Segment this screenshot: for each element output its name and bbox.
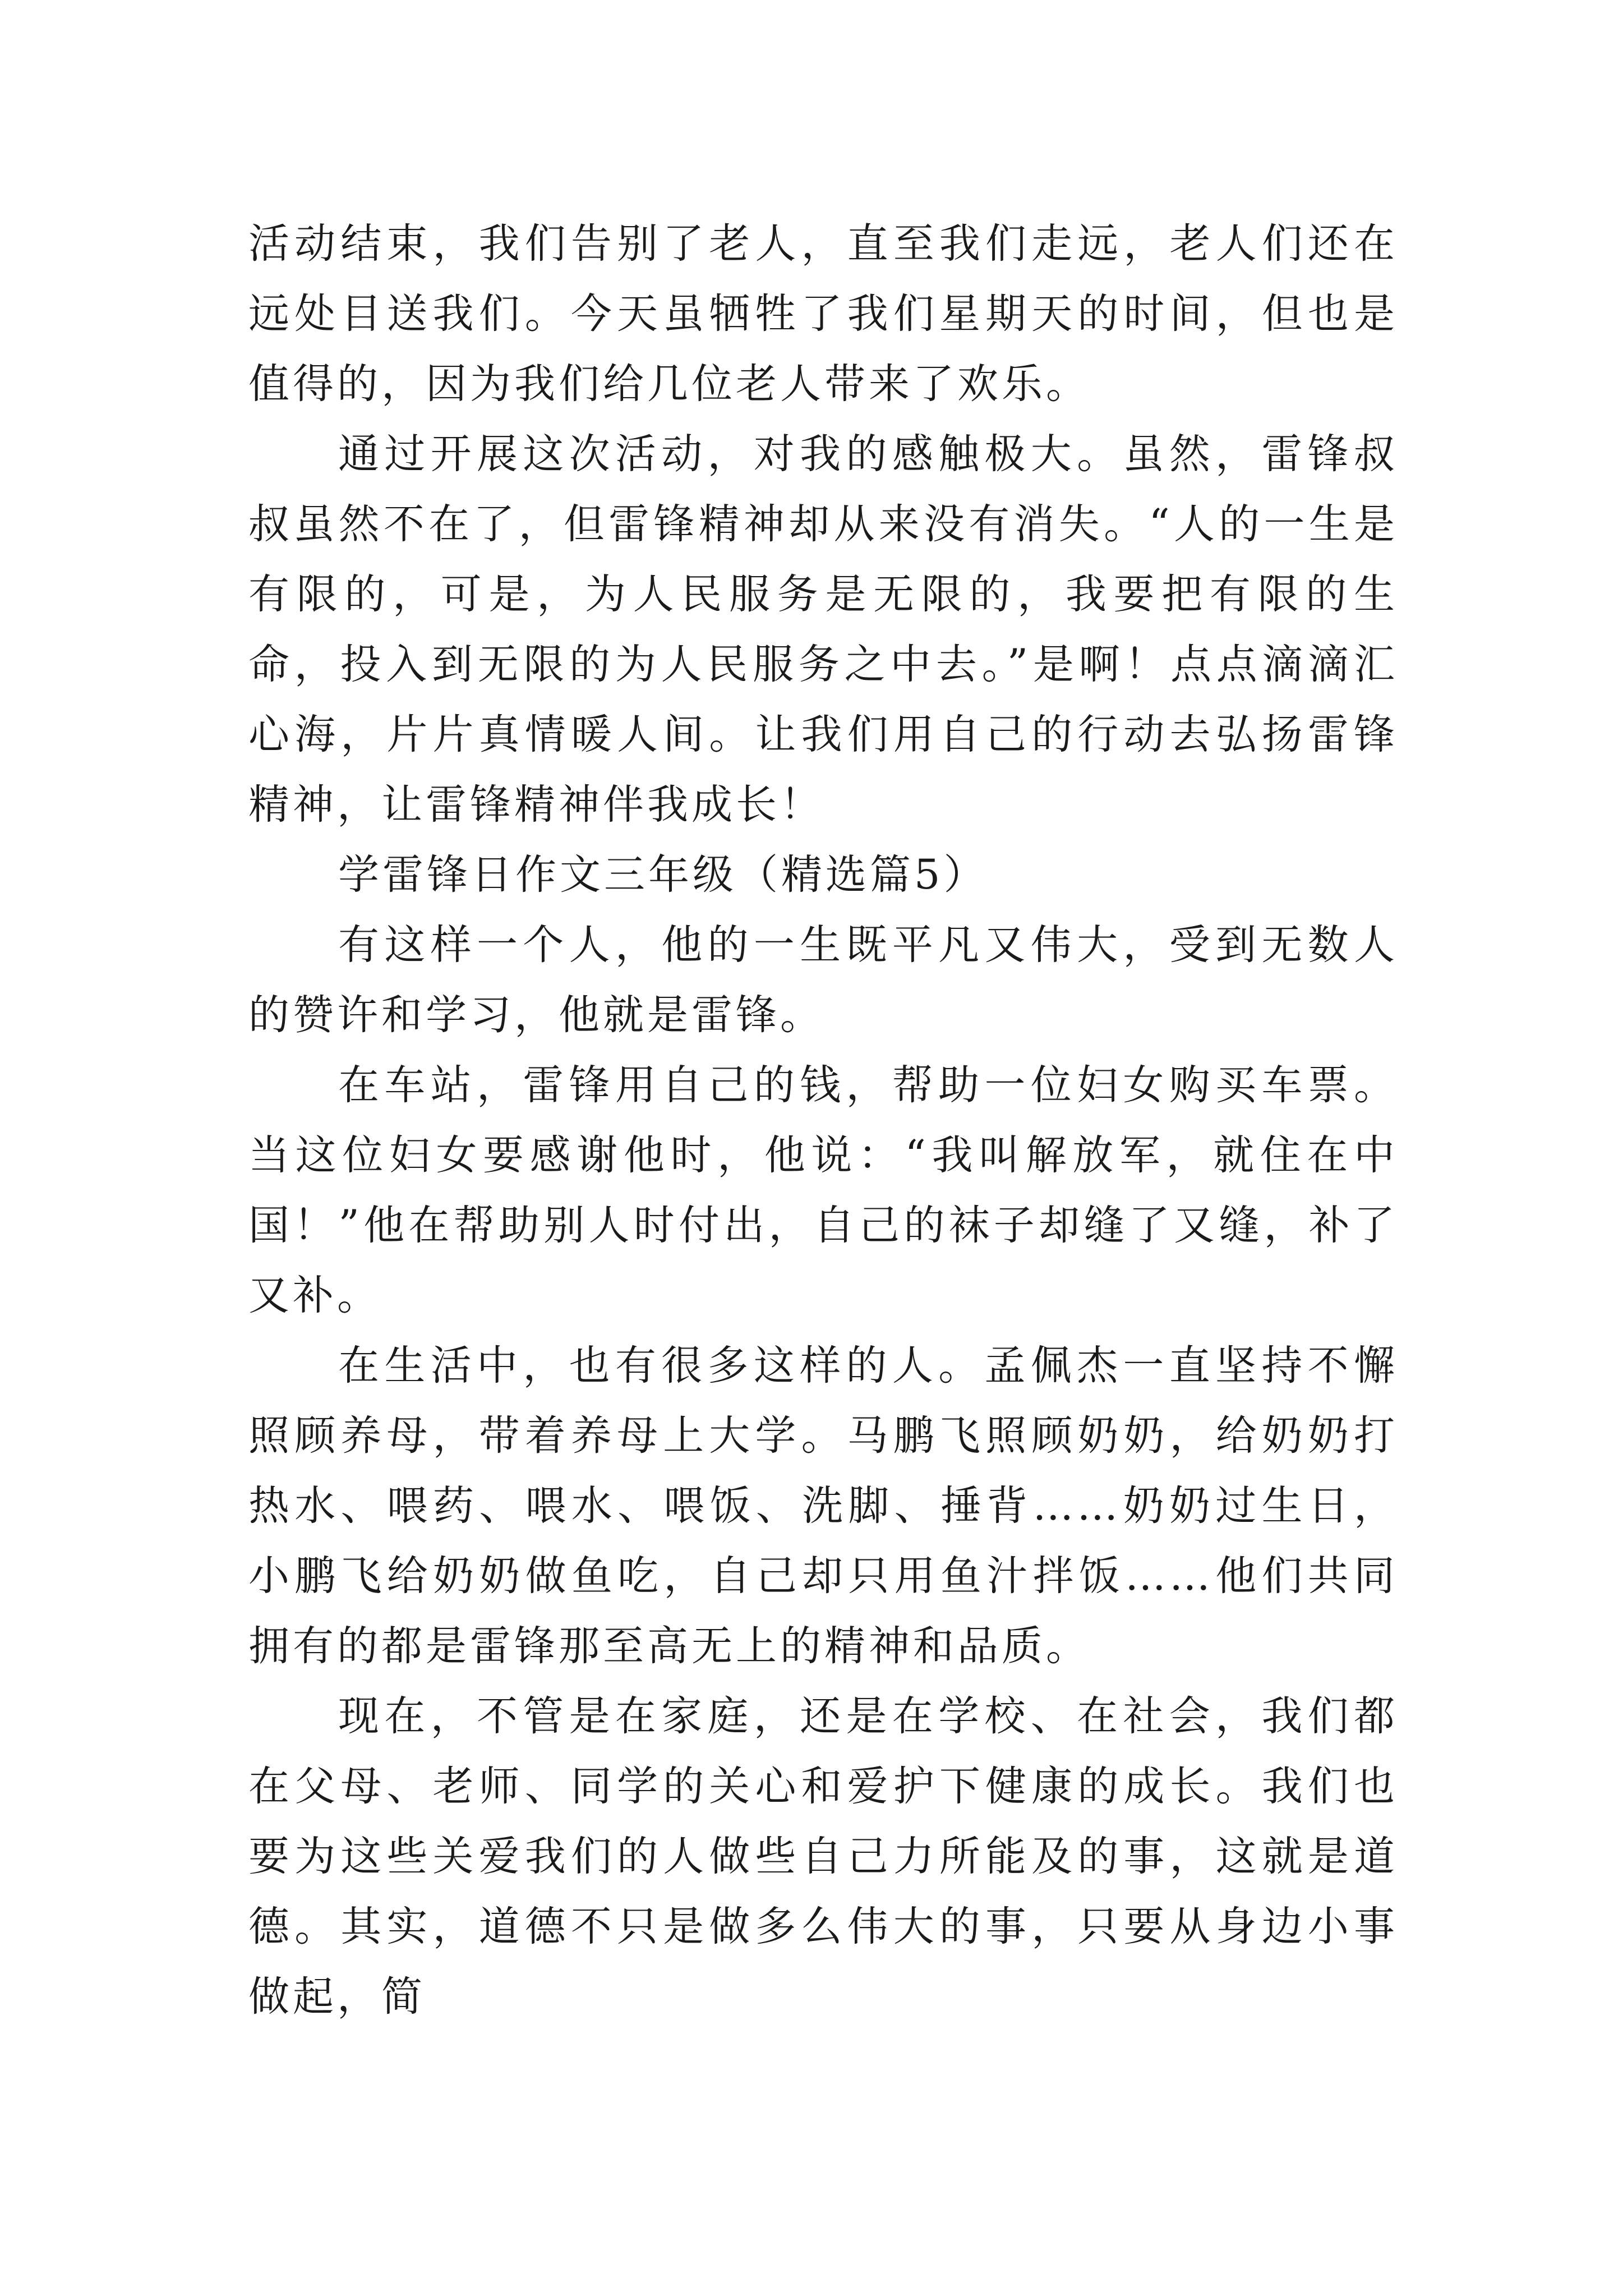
paragraph-5: 在生活中，也有很多这样的人。孟佩杰一直坚持不懈照顾养母，带着养母上大学。马鹏飞照顾奶奶，给奶奶打热水、喂药、喂水、喂饭、洗脚、捶背……奶奶过生日，小鹏飞给奶奶做鱼吃，自己却只用鱼汁拌饭……他们共同拥有的都是雷锋那至高无上的精神和品质。 [248,1342,1398,1670]
section-heading: 学雷锋日作文三年级（精选篇5） [338,851,988,899]
paragraph-3: 有这样一个人，他的一生既平凡又伟大，受到无数人的赞许和学习，他就是雷锋。 [248,921,1398,1039]
paragraph-6: 现在，不管是在家庭，还是在学校、在社会，我们都在父母、老师、同学的关心和爱护下健康的成长。我们也要为这些关爱我们的人做些自己力所能及的事，这就是道德。其实，道德不只是做多么伟大的事，只要从身边小事做起，简 [248,1692,1398,2021]
document-page [248,209,1398,2032]
paragraph-2: 通过开展这次活动，对我的感触极大。虽然，雷锋叔叔虽然不在了，但雷锋精神却从来没有消失。“人的一生是有限的，可是，为人民服务是无限的，我要把有限的生命，投入到无限的为人民服务之中去。”是啊！点点滴滴汇心海，片片真情暖人间。让我们用自己的行动去弘扬雷锋精神，让雷锋精神伴我成长！ [248,430,1398,829]
paragraph-1: 活动结束，我们告别了老人，直至我们走远，老人们还在远处目送我们。今天虽牺牲了我们星期天的时间，但也是值得的，因为我们给几位老人带来了欢乐。 [248,220,1398,408]
paragraph-4: 在车站，雷锋用自己的钱，帮助一位妇女购买车票。当这位妇女要感谢他时，他说：“我叫解放军，就住在中国！”他在帮助别人时付出，自己的袜子却缝了又缝，补了又补。 [248,1061,1398,1319]
